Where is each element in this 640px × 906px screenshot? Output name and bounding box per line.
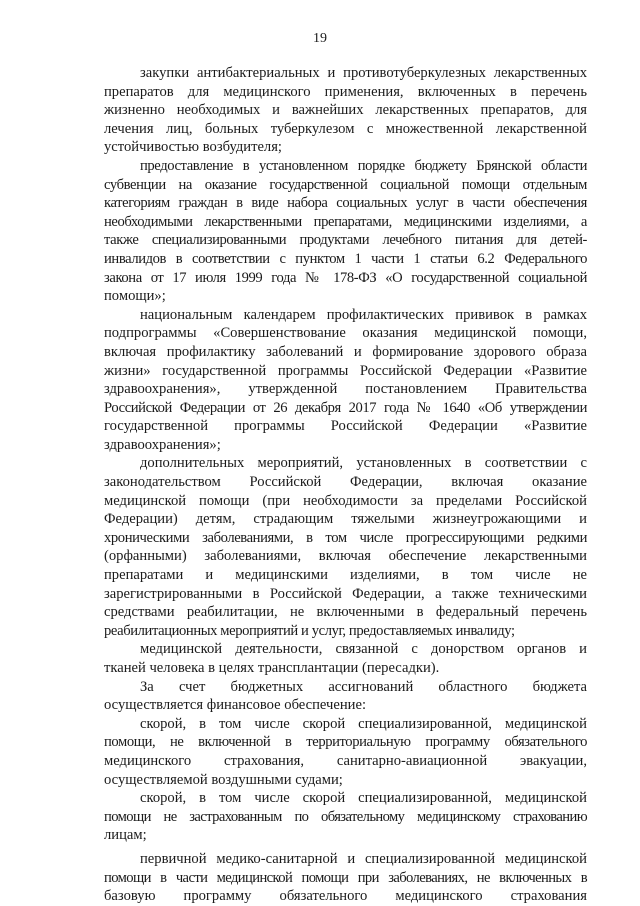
text-line: хроническими заболеваниями, в том числе прогрессирующими редкими bbox=[104, 529, 587, 546]
text-line: Федерации) детям, страдающим тяжелыми жизнеугрожающими и bbox=[104, 511, 587, 528]
text-line: базовую программу обязательного медицинского страхования bbox=[104, 888, 587, 905]
paragraph-subvention bbox=[104, 157, 587, 306]
text-line: устойчивостью возбудителя; bbox=[104, 139, 282, 156]
text-line: осуществляемой воздушными судами; bbox=[104, 771, 343, 788]
text-line: субвенции на оказание государственной социальной помощи отдельным bbox=[104, 176, 587, 193]
text-line: (орфанными) заболеваниями, включая обеспечение лекарственными bbox=[104, 548, 587, 565]
text-line: национальным календарем профилактических прививок в рамках bbox=[140, 306, 587, 323]
text-line: также специализированными продуктами лечебного питания для детей- bbox=[104, 232, 587, 249]
text-line: подпрограммы «Совершенствование оказания медицинской помощи, bbox=[104, 325, 587, 342]
text-line: средствами реабилитации, не включенными в федеральный перечень bbox=[104, 604, 587, 621]
paragraph-emergency-aviation bbox=[104, 715, 587, 789]
paragraph-financing-intro bbox=[104, 678, 587, 715]
paragraph-primary-care bbox=[104, 850, 587, 906]
text-line: жизни» государственной программы Российской Федерации «Развитие bbox=[104, 362, 587, 379]
text-line: закона от 17 июля 1999 года № 178-ФЗ «О государственной социальной bbox=[104, 269, 587, 286]
text-line: зарегистрированными в Российской Федерации, а также техническими bbox=[104, 585, 587, 602]
text-line: препаратами и медицинскими изделиями, в том числе не bbox=[104, 567, 587, 584]
text-line: включая профилактику заболеваний и формирование здорового образа bbox=[104, 343, 587, 360]
text-line: помощи в части медицинской помощи при заболеваниях, не включенных в bbox=[104, 869, 587, 886]
text-line: медицинской деятельности, связанной с донорством органов и bbox=[140, 641, 587, 658]
text-line: дополнительных мероприятий, установленных в соответствии с bbox=[140, 455, 587, 472]
text-line: скорой, в том числе скорой специализированной, медицинской bbox=[140, 790, 587, 807]
text-line: Российской Федерации от 26 декабря 2017 года № 1640 «Об утверждении bbox=[104, 399, 587, 416]
text-line: здравоохранения»; bbox=[104, 436, 221, 453]
paragraph-transplantation bbox=[104, 640, 587, 677]
text-line: скорой, в том числе скорой специализированной, медицинской bbox=[140, 715, 587, 732]
text-line: государственной программы Российской Федерации «Развитие bbox=[104, 418, 587, 435]
text-line: предоставление в установленном порядке бюджету Брянской области bbox=[140, 157, 587, 174]
text-line: необходимыми лекарственными препаратами, медицинскими изделиями, а bbox=[104, 213, 587, 230]
text-line: лицам; bbox=[104, 827, 147, 844]
text-line: препаратов для медицинского применения, включенных в перечень bbox=[104, 83, 587, 100]
page-number: 19 bbox=[313, 31, 327, 46]
text-line: медицинской помощи (при необходимости за пределами Российской bbox=[104, 492, 587, 509]
text-line: реабилитационных мероприятий и услуг, предоставляемых инвалиду; bbox=[104, 622, 515, 639]
paragraph-tb-drugs bbox=[104, 64, 587, 157]
text-line: закупки антибактериальных и противотуберкулезных лекарственных bbox=[140, 65, 587, 81]
paragraph-additional-measures bbox=[104, 454, 587, 640]
text-line: осуществляется финансовое обеспечение: bbox=[104, 697, 367, 714]
text-line: лечения лиц, больных туберкулезом с множественной лекарственной bbox=[104, 120, 587, 137]
text-line: здравоохранения», утвержденной постановлением Правительства bbox=[104, 381, 587, 398]
paragraph-vaccination bbox=[104, 306, 587, 455]
text-line: категориям граждан в виде набора социальных услуг в части обеспечения bbox=[104, 195, 587, 212]
text-line: медицинского страхования, санитарно-авиационной эвакуации, bbox=[104, 752, 587, 769]
document-body bbox=[104, 64, 587, 906]
text-line: помощи»; bbox=[104, 288, 166, 305]
text-line: помощи не застрахованным по обязательному медицинскому страхованию bbox=[104, 808, 587, 825]
text-line: первичной медико-санитарной и специализированной медицинской bbox=[140, 850, 587, 867]
text-line: тканей человека в целях трансплантации (пересадки). bbox=[104, 660, 440, 676]
paragraph-emergency-uninsured bbox=[104, 789, 587, 845]
text-line: жизненно необходимых и важнейших лекарственных препаратов, для bbox=[104, 102, 587, 119]
text-line: За счет бюджетных ассигнований областного бюджета bbox=[140, 678, 587, 695]
text-line: законодательством Российской Федерации, включая оказание bbox=[104, 474, 587, 491]
text-line: инвалидов в соответствии с пунктом 1 части 1 статьи 6.2 Федерального bbox=[104, 250, 587, 267]
text-line: помощи, не включенной в территориальную программу обязательного bbox=[104, 734, 587, 751]
